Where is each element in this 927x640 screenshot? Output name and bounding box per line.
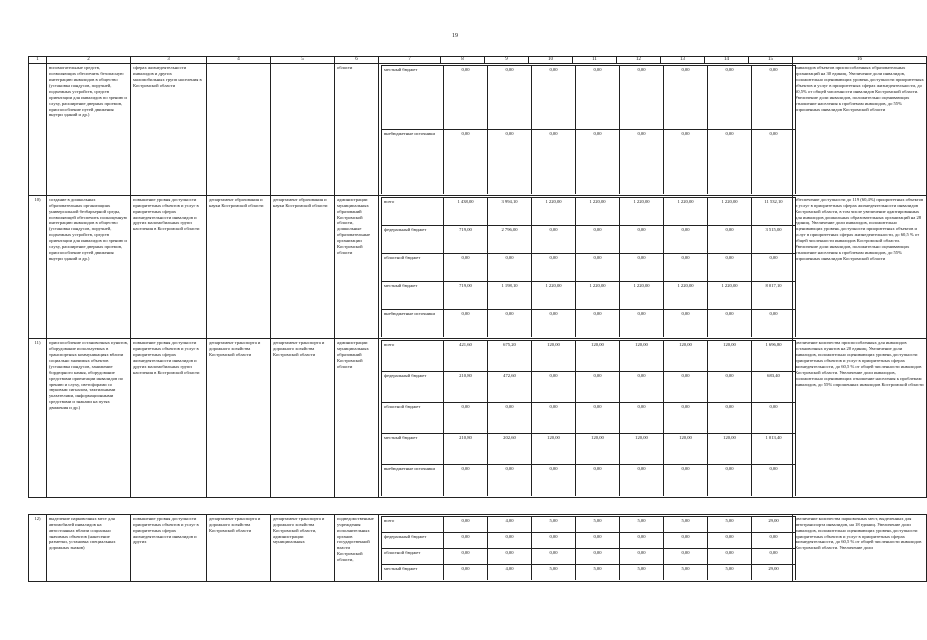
funding-value: 120,00 bbox=[576, 341, 620, 372]
funding-value: 0,00 bbox=[708, 465, 752, 496]
funding-value: 0,00 bbox=[532, 548, 576, 564]
funding-value: 0,00 bbox=[620, 372, 664, 403]
funding-value: 4,00 bbox=[488, 564, 532, 580]
funding-source: местный бюджет bbox=[382, 66, 444, 130]
funding-value: 0,00 bbox=[532, 253, 576, 281]
funding-value: 0,00 bbox=[444, 403, 488, 434]
funding-value: 0,00 bbox=[752, 66, 796, 130]
funding-value: 0,00 bbox=[752, 309, 796, 337]
funding-row bbox=[382, 465, 796, 496]
column-number-row bbox=[29, 57, 927, 64]
funding-source: местный бюджет bbox=[382, 434, 444, 465]
funding-value: 0,00 bbox=[620, 253, 664, 281]
funding-value: 202,60 bbox=[488, 434, 532, 465]
funding-table bbox=[381, 197, 796, 338]
funding-source: всего bbox=[382, 516, 444, 532]
funding-value: 0,00 bbox=[620, 130, 664, 194]
activity-name: вспомогательные средств, позволяющих обеспечить безопасную интеграцию инвалидов в общество (установка пандусов, поручней, подъемных устройств, средств ориентации для инвалидов по зрению и слуху, расширение дверных проемов, приспособление путей движения внутри зданий и др.) bbox=[47, 64, 131, 196]
funding-row bbox=[382, 309, 796, 337]
funding-value: 1 220,00 bbox=[576, 197, 620, 225]
funding-row bbox=[382, 130, 796, 194]
funding-value: 0,00 bbox=[752, 532, 796, 548]
funding-value: 0,00 bbox=[708, 66, 752, 130]
funding-value: 5,00 bbox=[620, 516, 664, 532]
funding-value: 0,00 bbox=[664, 309, 708, 337]
funding-value: 0,00 bbox=[576, 465, 620, 496]
funding-value: 0,00 bbox=[532, 532, 576, 548]
funding-sources bbox=[379, 514, 793, 582]
funding-value: 1 220,00 bbox=[576, 281, 620, 309]
activity-row bbox=[29, 195, 927, 339]
funding-value: 0,00 bbox=[664, 532, 708, 548]
funding-value: 4,00 bbox=[488, 516, 532, 532]
funding-value: 472,60 bbox=[488, 372, 532, 403]
funding-value: 675,20 bbox=[488, 341, 532, 372]
funding-value: 0,00 bbox=[488, 465, 532, 496]
funding-value: 29,00 bbox=[752, 564, 796, 580]
program-activities-table bbox=[28, 56, 927, 582]
funding-source: федеральный бюджет bbox=[382, 225, 444, 253]
funding-value: 5,00 bbox=[708, 564, 752, 580]
activity-row bbox=[29, 514, 927, 582]
funding-value: 0,00 bbox=[752, 465, 796, 496]
column-number-14: 14 bbox=[705, 57, 749, 64]
funding-value: 0,00 bbox=[576, 130, 620, 194]
funding-row bbox=[382, 516, 796, 532]
participant: области bbox=[335, 64, 379, 196]
funding-row bbox=[382, 66, 796, 130]
funding-source: внебюджетные источники bbox=[382, 465, 444, 496]
column-number-6: 6 bbox=[335, 57, 379, 64]
funding-value: 0,00 bbox=[752, 403, 796, 434]
funding-value: 2 796,00 bbox=[488, 225, 532, 253]
funding-value: 120,00 bbox=[620, 434, 664, 465]
column-number-11: 11 bbox=[573, 57, 617, 64]
column-number-3: 3 bbox=[131, 57, 207, 64]
funding-row bbox=[382, 548, 796, 564]
responsible-executor: департамент образования и науки Костромской области bbox=[207, 195, 271, 339]
expected-result: обеспечение доступности до 119 (60,4%) приоритетных объектов и услуг в приоритетных сферах жизнедеятельности инвалидов Костромской области, в том числе увеличение адаптированных для инвалидов дошкольных образовательных организаций на 28 единиц. Увеличение доли инвалидов, положительно оценивающих уровень доступности приоритетных объектов и услуг в приоритетных сферах жизнедеятельности, до 60,5 % от общей численности инвалидов Костромской области. Увеличение доли инвалидов, положительно оценивающих отношение населения к проблемам инвалидов, до 55% опрошенных инвалидов Костромской области bbox=[793, 195, 927, 339]
funding-value: 0,00 bbox=[532, 372, 576, 403]
funding-row bbox=[382, 225, 796, 253]
funding-row bbox=[382, 372, 796, 403]
funding-table bbox=[381, 516, 796, 581]
funding-value: 0,00 bbox=[708, 253, 752, 281]
funding-value: 1 696,80 bbox=[752, 341, 796, 372]
funding-value: 0,00 bbox=[576, 403, 620, 434]
funding-value: 29,00 bbox=[752, 516, 796, 532]
funding-value: 0,00 bbox=[488, 548, 532, 564]
funding-value: 1 220,00 bbox=[664, 281, 708, 309]
funding-value: 0,00 bbox=[444, 548, 488, 564]
funding-value: 1 220,00 bbox=[708, 197, 752, 225]
activity-row bbox=[29, 64, 927, 196]
funding-value: 120,00 bbox=[532, 341, 576, 372]
column-number-8: 8 bbox=[441, 57, 485, 64]
funding-value: 0,00 bbox=[576, 532, 620, 548]
funding-value: 719,00 bbox=[444, 281, 488, 309]
funding-source: всего bbox=[382, 341, 444, 372]
funding-value: 0,00 bbox=[444, 66, 488, 130]
funding-value: 1 220,00 bbox=[532, 197, 576, 225]
funding-value: 683,40 bbox=[752, 372, 796, 403]
funding-value: 0,00 bbox=[708, 130, 752, 194]
funding-value: 1 220,00 bbox=[708, 281, 752, 309]
funding-sources bbox=[379, 339, 793, 498]
funding-value: 1 220,00 bbox=[620, 281, 664, 309]
column-number-5: 5 bbox=[271, 57, 335, 64]
funding-value: 0,00 bbox=[664, 130, 708, 194]
column-number-16: 16 bbox=[793, 57, 927, 64]
funding-value: 0,00 bbox=[444, 532, 488, 548]
funding-value: 0,00 bbox=[708, 403, 752, 434]
funding-value: 0,00 bbox=[620, 309, 664, 337]
funding-row bbox=[382, 197, 796, 225]
funding-value: 5,00 bbox=[532, 564, 576, 580]
funding-value: 8 017,10 bbox=[752, 281, 796, 309]
funding-value: 719,00 bbox=[444, 225, 488, 253]
funding-value: 0,00 bbox=[444, 309, 488, 337]
funding-value: 120,00 bbox=[664, 434, 708, 465]
funding-value: 5,00 bbox=[664, 516, 708, 532]
funding-value: 5,00 bbox=[532, 516, 576, 532]
funding-value: 0,00 bbox=[532, 403, 576, 434]
funding-value: 0,00 bbox=[576, 253, 620, 281]
column-number-15: 15 bbox=[749, 57, 793, 64]
funding-value: 120,00 bbox=[664, 341, 708, 372]
funding-value: 0,00 bbox=[488, 253, 532, 281]
funding-value: 0,00 bbox=[620, 532, 664, 548]
target-indicator: повышение уровня доступности приоритетных объектов и услуг в приоритетных сферах жизнедеятельности инвалидов и других маломобильных групп населения в Костромской области bbox=[131, 339, 207, 498]
column-number-12: 12 bbox=[617, 57, 661, 64]
funding-value: 0,00 bbox=[576, 66, 620, 130]
column-number-9: 9 bbox=[485, 57, 529, 64]
funding-value: 0,00 bbox=[488, 403, 532, 434]
funding-value: 5,00 bbox=[576, 564, 620, 580]
funding-value: 5,00 bbox=[576, 516, 620, 532]
column-number-13: 13 bbox=[661, 57, 705, 64]
funding-value: 0,00 bbox=[532, 225, 576, 253]
funding-row bbox=[382, 281, 796, 309]
funding-row bbox=[382, 403, 796, 434]
co-executor: департамент образования и науки Костромской области bbox=[271, 195, 335, 339]
target-indicator: повышение уровня доступности приоритетных объектов и услуг в приоритетных сферах жизнедеятельности инвалидов и других маломобильных групп населения в Костромской области bbox=[131, 195, 207, 339]
funding-source: внебюджетные источники bbox=[382, 130, 444, 194]
funding-value: 0,00 bbox=[664, 66, 708, 130]
co-executor: департамент транспорта и дорожного хозяйства Костромской области bbox=[271, 339, 335, 498]
funding-value: 0,00 bbox=[488, 130, 532, 194]
page-number: 19 bbox=[452, 33, 458, 39]
column-number-4: 4 bbox=[207, 57, 271, 64]
funding-value: 120,00 bbox=[708, 434, 752, 465]
funding-source: федеральный бюджет bbox=[382, 532, 444, 548]
funding-value: 0,00 bbox=[620, 225, 664, 253]
funding-value: 120,00 bbox=[576, 434, 620, 465]
funding-value: 0,00 bbox=[708, 548, 752, 564]
funding-value: 0,00 bbox=[752, 130, 796, 194]
funding-value: 120,00 bbox=[708, 341, 752, 372]
funding-value: 5,00 bbox=[664, 564, 708, 580]
page-gap bbox=[29, 497, 927, 514]
activity-row bbox=[29, 339, 927, 498]
expected-result: увеличение количества парковочных мест, выделенных для автотранспорта инвалидов, на 18 единиц. Увеличение доли инвалидов, положительно оценивающих уровень доступности приоритетных объектов и услуг в приоритетных сферах жизнедеятельности, до 60,5 % от общей численности инвалидов Костромской области. Увеличение доли bbox=[793, 514, 927, 582]
target-indicator: сферах жизнедеятельности инвалидов и других маломобильных групп населения в Костромской области bbox=[131, 64, 207, 196]
funding-value: 1 220,00 bbox=[664, 197, 708, 225]
funding-value: 0,00 bbox=[576, 225, 620, 253]
funding-table bbox=[381, 65, 796, 194]
responsible-executor bbox=[207, 64, 271, 196]
funding-value: 1 198,10 bbox=[488, 281, 532, 309]
funding-value: 0,00 bbox=[444, 465, 488, 496]
funding-row bbox=[382, 341, 796, 372]
activity-number bbox=[29, 64, 47, 196]
funding-value: 0,00 bbox=[664, 548, 708, 564]
column-number-1: 1 bbox=[29, 57, 47, 64]
participant: администрации муниципальных образований Костромской области, дошкольные образовательные организации Костромской области bbox=[335, 195, 379, 339]
responsible-executor: департамент транспорта и дорожного хозяйства Костромской области bbox=[207, 339, 271, 498]
funding-value: 421,60 bbox=[444, 341, 488, 372]
funding-value: 0,00 bbox=[708, 372, 752, 403]
funding-value: 120,00 bbox=[532, 434, 576, 465]
funding-value: 0,00 bbox=[620, 465, 664, 496]
funding-value: 0,00 bbox=[532, 130, 576, 194]
funding-source: федеральный бюджет bbox=[382, 372, 444, 403]
funding-source: местный бюджет bbox=[382, 281, 444, 309]
funding-source: областной бюджет bbox=[382, 548, 444, 564]
activity-number: 12) bbox=[29, 514, 47, 582]
funding-value: 0,00 bbox=[576, 372, 620, 403]
target-indicator: повышение уровня доступности приоритетных объектов и услуг в приоритетных сферах жизнедеятельности инвалидов и других bbox=[131, 514, 207, 582]
funding-sources bbox=[379, 195, 793, 339]
participant: подведомственные учреждения исполнительных органов государственной власти Костромской области, bbox=[335, 514, 379, 582]
funding-value: 1 220,00 bbox=[532, 281, 576, 309]
funding-value: 3 515,00 bbox=[752, 225, 796, 253]
column-number-2: 2 bbox=[47, 57, 131, 64]
funding-value: 0,00 bbox=[620, 548, 664, 564]
funding-value: 0,00 bbox=[708, 225, 752, 253]
funding-value: 0,00 bbox=[664, 465, 708, 496]
funding-value: 0,00 bbox=[752, 548, 796, 564]
co-executor: департамент транспорта и дорожного хозяйства Костромской области, администрации муниципальных bbox=[271, 514, 335, 582]
funding-value: 0,00 bbox=[444, 130, 488, 194]
funding-value: 0,00 bbox=[488, 309, 532, 337]
funding-value: 0,00 bbox=[576, 309, 620, 337]
activity-number: 11) bbox=[29, 339, 47, 498]
column-number-7: 7 bbox=[379, 57, 441, 64]
funding-value: 5,00 bbox=[708, 516, 752, 532]
funding-value: 0,00 bbox=[444, 564, 488, 580]
funding-value: 0,00 bbox=[444, 253, 488, 281]
activity-name: приспособление остановочных пунктов, оборудование используемых в транспортных коммуникациях вблизи социально значимых объектов (установка пандусов, занижение бордюрного камня, оборудование средствами ориентации инвалидов по зрению и слуху, светофорами со звуковым сигналом, тактильными указателями, информационными средствами и знаками на путях движения и др.) bbox=[47, 339, 131, 498]
expected-result: увеличение количества приспособленных для инвалидов остановочных пунктов на 20 единиц. Увеличение доли инвалидов, положительно оценивающих уровень доступности приоритетных объектов и услуг в приоритетных сферах жизнедеятельности, до 60,5 % от общей численности инвалидов Костромской области. Увеличение доли инвалидов, положительно оценивающих отношение населения к проблемам инвалидов, до 55% опрошенных инвалидов Костромской области bbox=[793, 339, 927, 498]
funding-row bbox=[382, 434, 796, 465]
funding-value: 210,80 bbox=[444, 372, 488, 403]
funding-value: 0,00 bbox=[708, 532, 752, 548]
funding-value: 1 013,40 bbox=[752, 434, 796, 465]
funding-value: 0,00 bbox=[708, 309, 752, 337]
funding-value: 120,00 bbox=[620, 341, 664, 372]
funding-row bbox=[382, 532, 796, 548]
activity-name: выделение парковочных мест для автомобилей инвалидов на автостоянках вблизи социально значимых объектов (нанесение разметки, установка специальных дорожных знаков) bbox=[47, 514, 131, 582]
funding-value: 0,00 bbox=[488, 532, 532, 548]
funding-value: 0,00 bbox=[620, 66, 664, 130]
funding-value: 1 220,00 bbox=[620, 197, 664, 225]
funding-value: 0,00 bbox=[532, 465, 576, 496]
funding-value: 0,00 bbox=[532, 66, 576, 130]
co-executor bbox=[271, 64, 335, 196]
funding-sources bbox=[379, 64, 793, 196]
funding-row bbox=[382, 564, 796, 580]
participant: администрации муниципальных образований Костромской области bbox=[335, 339, 379, 498]
funding-value: 0,00 bbox=[664, 225, 708, 253]
funding-source: областной бюджет bbox=[382, 253, 444, 281]
funding-source: местный бюджет bbox=[382, 564, 444, 580]
funding-value: 5,00 bbox=[620, 564, 664, 580]
responsible-executor: департамент транспорта и дорожного хозяйства Костромской области bbox=[207, 514, 271, 582]
funding-value: 0,00 bbox=[752, 253, 796, 281]
activity-number: 10) bbox=[29, 195, 47, 339]
funding-source: всего bbox=[382, 197, 444, 225]
funding-value: 0,00 bbox=[532, 309, 576, 337]
funding-source: внебюджетные источники bbox=[382, 309, 444, 337]
funding-row bbox=[382, 253, 796, 281]
funding-value: 0,00 bbox=[664, 372, 708, 403]
expected-result: инвалидов объектов приспособленных образовательных организаций на 30 единиц. Увеличение доли инвалидов, положительно оценивающих уровень доступности приоритетных объектов и услуг в приоритетных сферах жизнедеятельности, до 60,5% от общей численности инвалидов Костромской области. Увеличение доли инвалидов, положительно оценивающих отношение населения к проблемам инвалидов, до 55% опрошенных инвалидов Костромской области bbox=[793, 64, 927, 196]
activity-name: создание в дошкольных образовательных организациях универсальной безбарьерной среды, позволяющей обеспечить полноценную интеграцию инвалидов в общество (установка пандусов, поручней, подъемных устройств, средств ориентации для инвалидов по зрению и слуху, расширение дверных проемов, приспособление путей движения внутри зданий и др.) bbox=[47, 195, 131, 339]
funding-value: 0,00 bbox=[488, 66, 532, 130]
funding-value: 210,80 bbox=[444, 434, 488, 465]
funding-value: 11 532,10 bbox=[752, 197, 796, 225]
funding-value: 0,00 bbox=[664, 403, 708, 434]
column-number-10: 10 bbox=[529, 57, 573, 64]
funding-source: областной бюджет bbox=[382, 403, 444, 434]
funding-value: 0,00 bbox=[576, 548, 620, 564]
funding-value: 0,00 bbox=[444, 516, 488, 532]
funding-value: 3 994,10 bbox=[488, 197, 532, 225]
funding-value: 0,00 bbox=[620, 403, 664, 434]
funding-value: 1 438,00 bbox=[444, 197, 488, 225]
funding-value: 0,00 bbox=[664, 253, 708, 281]
funding-table bbox=[381, 340, 796, 496]
